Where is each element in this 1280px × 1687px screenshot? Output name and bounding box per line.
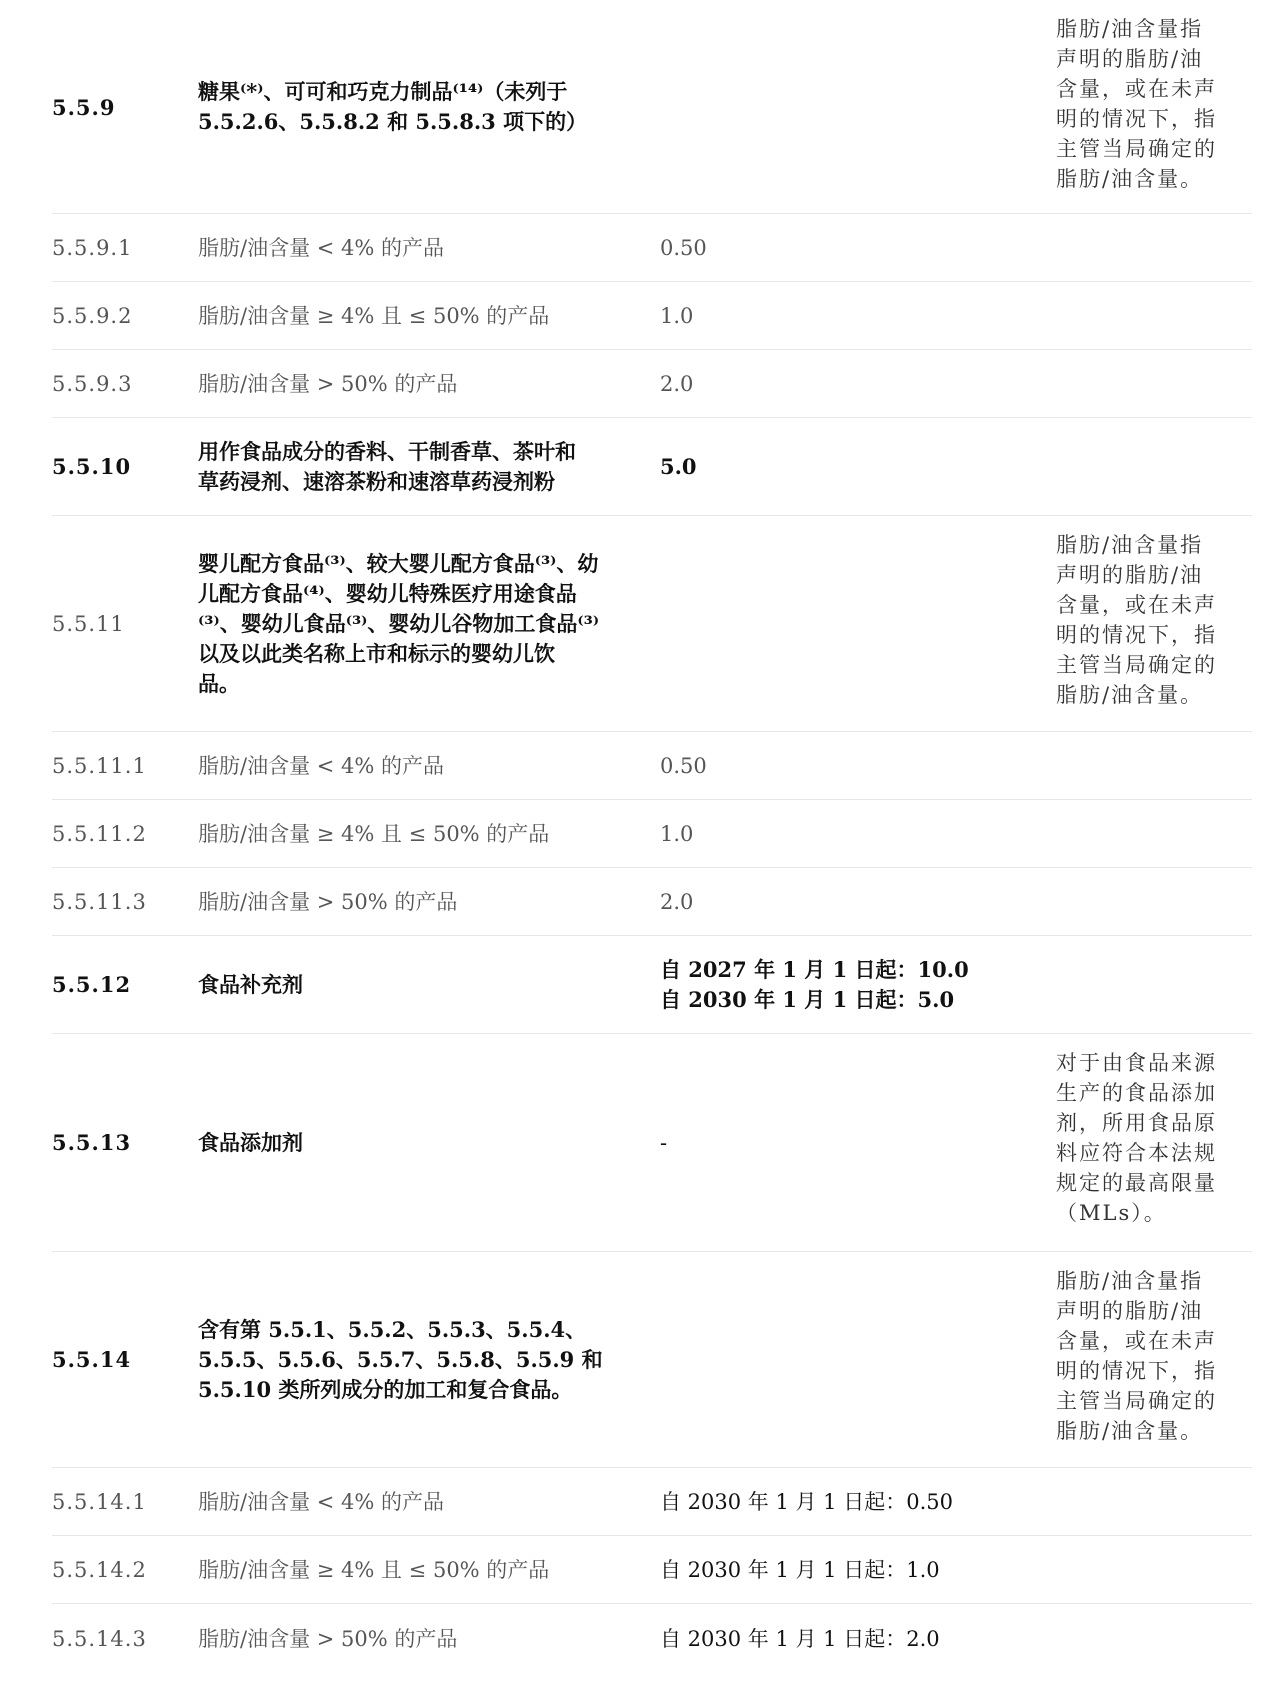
item-limit: 0.50 [660, 235, 707, 260]
item-note [1056, 282, 1246, 349]
item-description: 糖果⁽*⁾、可可和巧克力制品⁽¹⁴⁾（未列于 5.5.2.6、5.5.8.2 和 5.5.8.3 项下的） [198, 78, 588, 134]
item-note: 脂肪/油含量指 声明的脂肪/油 含量，或在未声 明的情况下，指 主管当局确定的 脂肪/油含量。 [1056, 1269, 1217, 1443]
item-code: 5.5.9 [52, 94, 116, 120]
item-description: 脂肪/油含量 > 50% 的产品 [198, 889, 458, 914]
item-note [1056, 214, 1246, 281]
item-code: 5.5.11 [52, 611, 125, 636]
table-row [52, 1536, 1252, 1604]
item-note [1056, 868, 1246, 935]
table-row [52, 936, 1252, 1034]
item-note [1056, 1604, 1246, 1674]
table-row [52, 800, 1252, 868]
item-limit [660, 1252, 1020, 1467]
table-row [52, 350, 1252, 418]
item-code: 5.5.9.1 [52, 235, 133, 260]
table-row [52, 0, 1252, 214]
table-row [52, 868, 1252, 936]
item-note: 脂肪/油含量指 声明的脂肪/油 含量，或在未声 明的情况下，指 主管当局确定的 脂肪/油含量。 [1056, 533, 1217, 707]
item-code: 5.5.11.1 [52, 753, 147, 778]
item-note [1056, 732, 1246, 799]
item-limit: - [660, 1130, 668, 1155]
item-description: 脂肪/油含量 ≥ 4% 且 ≤ 50% 的产品 [198, 303, 550, 328]
table-row [52, 1468, 1252, 1536]
item-description: 食品添加剂 [198, 1129, 303, 1155]
table-row [52, 1252, 1252, 1468]
item-code: 5.5.14.2 [52, 1557, 147, 1582]
table-row [52, 282, 1252, 350]
item-description: 含有第 5.5.1、5.5.2、5.5.3、5.5.4、 5.5.5、5.5.6、5.5.7、5.5.8、5.5.9 和 5.5.10 类所列成分的加工和复合食品。 [198, 1316, 603, 1402]
table-row [52, 1604, 1252, 1674]
item-note [1056, 1468, 1246, 1535]
item-code: 5.5.14 [52, 1347, 132, 1372]
item-description: 脂肪/油含量 > 50% 的产品 [198, 371, 458, 396]
item-note: 对于由食品来源 生产的食品添加 剂，所用食品原 料应符合本法规 规定的最高限量 （MLs）。 [1056, 1051, 1217, 1225]
item-description: 用作食品成分的香料、干制香草、茶叶和 草药浸剂、速溶茶粉和速溶草药浸剂粉 [198, 438, 576, 494]
item-code: 5.5.9.2 [52, 303, 133, 328]
item-code: 5.5.12 [52, 972, 132, 997]
item-code: 5.5.13 [52, 1130, 132, 1155]
item-description: 脂肪/油含量 > 50% 的产品 [198, 1627, 458, 1651]
item-code: 5.5.14.3 [52, 1627, 147, 1651]
item-limit: 1.0 [660, 303, 694, 328]
item-code: 5.5.10 [52, 454, 132, 479]
item-description: 食品补充剂 [198, 971, 303, 997]
table-row [52, 418, 1252, 516]
item-note [1056, 936, 1246, 1033]
item-code: 5.5.9.3 [52, 371, 133, 396]
item-code: 5.5.11.3 [52, 889, 147, 914]
item-limit [660, 0, 1020, 213]
item-limit: 自 2030 年 1 月 1 日起：0.50 [660, 1489, 953, 1514]
item-limit: 5.0 [660, 453, 697, 479]
item-description: 脂肪/油含量 ≥ 4% 且 ≤ 50% 的产品 [198, 821, 550, 846]
item-limit: 2.0 [660, 371, 694, 396]
item-code: 5.5.11.2 [52, 821, 147, 846]
item-limit: 0.50 [660, 753, 707, 778]
item-description: 婴儿配方食品⁽³⁾、较大婴儿配方食品⁽³⁾、幼 儿配方食品⁽⁴⁾、婴幼儿特殊医疗用途食品 ⁽³⁾、婴幼儿食品⁽³⁾、婴幼儿谷物加工食品⁽³⁾ 以及以此类名称上市和标示的婴幼儿饮 品。 [198, 550, 600, 696]
item-limit [660, 516, 1020, 731]
item-note [1056, 418, 1246, 515]
item-limit: 1.0 [660, 821, 694, 846]
table-row [52, 214, 1252, 282]
item-limit: 2.0 [660, 889, 694, 914]
item-description: 脂肪/油含量 < 4% 的产品 [198, 1489, 445, 1514]
table-row [52, 732, 1252, 800]
item-note [1056, 350, 1246, 417]
item-note: 脂肪/油含量指 声明的脂肪/油 含量，或在未声 明的情况下，指 主管当局确定的 脂肪/油含量。 [1056, 17, 1217, 191]
item-description: 脂肪/油含量 ≥ 4% 且 ≤ 50% 的产品 [198, 1557, 550, 1582]
item-limit: 自 2030 年 1 月 1 日起：2.0 [660, 1627, 940, 1651]
item-limit: 自 2030 年 1 月 1 日起：1.0 [660, 1557, 940, 1582]
item-code: 5.5.14.1 [52, 1489, 147, 1514]
item-note [1056, 1536, 1246, 1603]
item-description: 脂肪/油含量 < 4% 的产品 [198, 753, 445, 778]
item-note [1056, 800, 1246, 867]
table-row [52, 516, 1252, 732]
table-row [52, 1034, 1252, 1252]
item-limit: 自 2027 年 1 月 1 日起：10.0 自 2030 年 1 月 1 日起：5.0 [660, 956, 969, 1012]
item-description: 脂肪/油含量 < 4% 的产品 [198, 235, 445, 260]
